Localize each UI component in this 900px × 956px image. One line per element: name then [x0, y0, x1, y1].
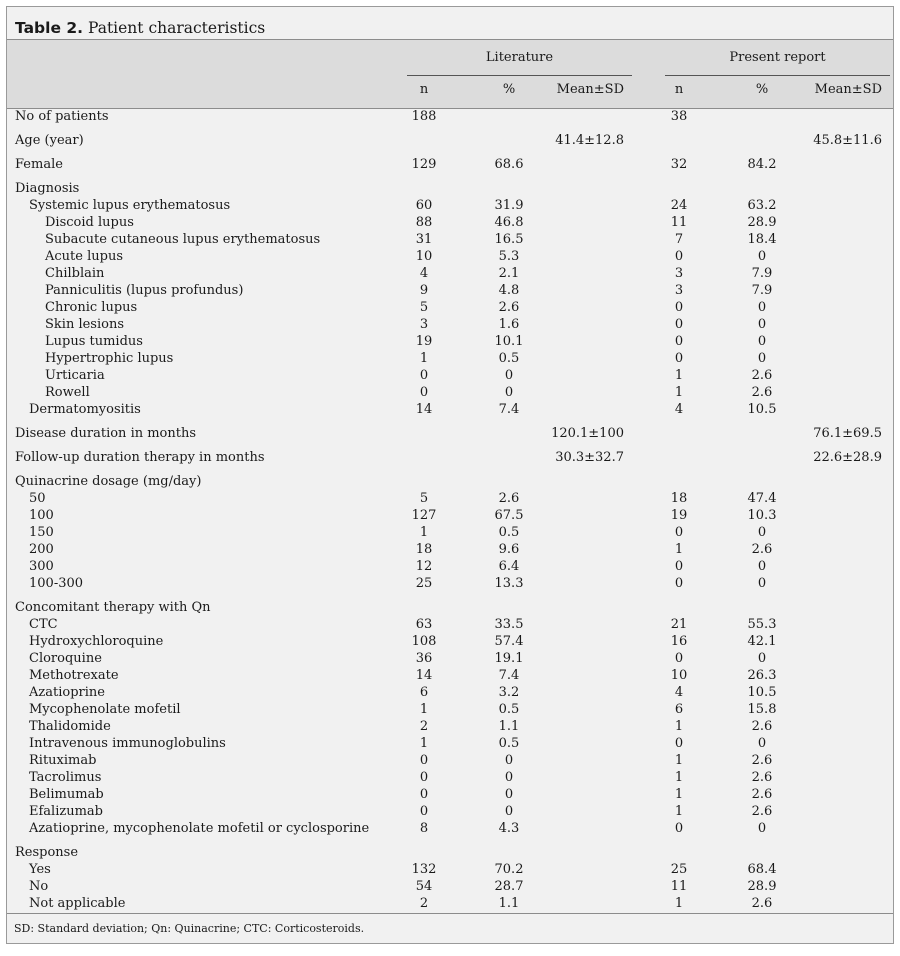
cell-percent-present: 0 — [757, 300, 767, 315]
cell-n-present: 25 — [670, 862, 688, 877]
cell-n-literature: 63 — [415, 617, 433, 632]
cell-n-present: 3 — [674, 266, 684, 281]
row-label: CTC — [29, 617, 58, 632]
row-label: Subacute cutaneous lupus erythematosus — [45, 232, 321, 247]
cell-percent-present: 55.3 — [747, 617, 777, 632]
cell-n-present: 0 — [674, 559, 684, 574]
row-label: Diagnosis — [15, 181, 80, 196]
cell-percent-present: 68.4 — [747, 862, 777, 877]
cell-n-literature: 18 — [415, 542, 433, 557]
cell-n-literature: 0 — [419, 770, 429, 785]
cell-percent-literature: 4.8 — [498, 283, 520, 298]
row-label: Follow-up duration therapy in months — [15, 450, 265, 465]
row-label: 150 — [29, 525, 54, 540]
group-header-present-report: Present report — [665, 50, 890, 76]
cell-percent-present: 2.6 — [751, 368, 773, 383]
row-label: Disease duration in months — [15, 426, 197, 441]
cell-n-present: 6 — [674, 702, 684, 717]
table-row — [7, 197, 893, 214]
cell-mean-sd-literature: 120.1±100 — [551, 426, 624, 441]
col-header-percent-literature: % — [502, 82, 516, 97]
cell-n-present: 1 — [674, 368, 684, 383]
row-label: Not applicable — [29, 896, 126, 911]
cell-percent-literature: 19.1 — [494, 651, 524, 666]
cell-n-literature: 129 — [411, 157, 437, 172]
cell-n-literature: 188 — [411, 109, 437, 124]
table-row — [7, 861, 893, 878]
cell-mean-sd-literature: 41.4±12.8 — [555, 133, 624, 148]
table-row — [7, 180, 893, 197]
cell-percent-literature: 31.9 — [494, 198, 524, 213]
row-label: 300 — [29, 559, 54, 574]
cell-n-literature: 54 — [415, 879, 433, 894]
cell-percent-literature: 13.3 — [494, 576, 524, 591]
row-label: Efalizumab — [29, 804, 103, 819]
cell-percent-present: 2.6 — [751, 385, 773, 400]
table-row — [7, 507, 893, 524]
col-header-n-present: n — [674, 82, 684, 97]
cell-percent-literature: 6.4 — [498, 559, 520, 574]
cell-n-literature: 2 — [419, 719, 429, 734]
table-row — [7, 599, 893, 616]
cell-n-literature: 12 — [415, 559, 433, 574]
cell-percent-literature: 10.1 — [494, 334, 524, 349]
cell-n-literature: 4 — [419, 266, 429, 281]
cell-percent-literature: 3.2 — [498, 685, 520, 700]
table-row — [7, 895, 893, 912]
row-label: Intravenous immunoglobulins — [29, 736, 226, 751]
table-row — [7, 316, 893, 333]
cell-percent-present: 26.3 — [747, 668, 777, 683]
table-row — [7, 384, 893, 401]
cell-percent-literature: 0 — [504, 753, 514, 768]
cell-percent-literature: 0 — [504, 804, 514, 819]
table-row — [7, 667, 893, 684]
cell-percent-literature: 57.4 — [494, 634, 524, 649]
cell-n-present: 38 — [670, 109, 688, 124]
row-label: Female — [15, 157, 63, 172]
table-row — [7, 820, 893, 837]
table-row — [7, 616, 893, 633]
cell-percent-present: 0 — [757, 576, 767, 591]
cell-n-present: 24 — [670, 198, 688, 213]
cell-percent-literature: 16.5 — [494, 232, 524, 247]
row-label: Hydroxychloroquine — [29, 634, 164, 649]
cell-n-literature: 0 — [419, 753, 429, 768]
cell-mean-sd-present: 76.1±69.5 — [813, 426, 882, 441]
table-title: Patient characteristics — [87, 19, 266, 37]
cell-n-literature: 2 — [419, 896, 429, 911]
cell-percent-present: 0 — [757, 736, 767, 751]
table-row — [7, 473, 893, 490]
cell-n-literature: 1 — [419, 351, 429, 366]
table-row — [7, 425, 893, 442]
cell-percent-literature: 0.5 — [498, 736, 520, 751]
row-label: Rowell — [45, 385, 90, 400]
cell-n-present: 4 — [674, 402, 684, 417]
cell-percent-present: 2.6 — [751, 719, 773, 734]
table-header — [7, 39, 893, 109]
cell-percent-literature: 70.2 — [494, 862, 524, 877]
table-row — [7, 524, 893, 541]
cell-n-literature: 10 — [415, 249, 433, 264]
row-label: Yes — [29, 862, 51, 877]
cell-percent-present: 10.5 — [747, 685, 777, 700]
row-label: Lupus tumidus — [45, 334, 143, 349]
cell-n-present: 1 — [674, 719, 684, 734]
cell-percent-literature: 2.1 — [498, 266, 520, 281]
row-label: Skin lesions — [45, 317, 124, 332]
table-row — [7, 752, 893, 769]
cell-n-literature: 8 — [419, 821, 429, 836]
cell-n-literature: 88 — [415, 215, 433, 230]
cell-percent-present: 10.3 — [747, 508, 777, 523]
table-row — [7, 558, 893, 575]
cell-n-present: 1 — [674, 385, 684, 400]
cell-percent-literature: 2.6 — [498, 491, 520, 506]
cell-percent-present: 2.6 — [751, 804, 773, 819]
table-row — [7, 333, 893, 350]
row-label: Belimumab — [29, 787, 104, 802]
cell-percent-literature: 9.6 — [498, 542, 520, 557]
cell-percent-present: 2.6 — [751, 542, 773, 557]
cell-percent-literature: 46.8 — [494, 215, 524, 230]
table-row — [7, 449, 893, 466]
cell-n-literature: 5 — [419, 300, 429, 315]
col-header-n-literature: n — [419, 82, 429, 97]
cell-n-present: 0 — [674, 525, 684, 540]
cell-n-present: 0 — [674, 317, 684, 332]
group-header-literature: Literature — [407, 50, 632, 76]
cell-percent-present: 2.6 — [751, 770, 773, 785]
cell-percent-present: 0 — [757, 317, 767, 332]
cell-percent-present: 0 — [757, 525, 767, 540]
table-row — [7, 401, 893, 418]
cell-n-literature: 1 — [419, 525, 429, 540]
cell-percent-present: 15.8 — [747, 702, 777, 717]
cell-n-literature: 108 — [411, 634, 437, 649]
cell-percent-literature: 0 — [504, 368, 514, 383]
cell-percent-literature: 68.6 — [494, 157, 524, 172]
cell-percent-present: 0 — [757, 559, 767, 574]
table-row — [7, 108, 893, 125]
cell-n-present: 10 — [670, 668, 688, 683]
row-label: Chilblain — [45, 266, 105, 281]
cell-n-present: 1 — [674, 770, 684, 785]
cell-n-literature: 31 — [415, 232, 433, 247]
cell-n-present: 11 — [670, 879, 688, 894]
cell-n-present: 18 — [670, 491, 688, 506]
row-label: Chronic lupus — [45, 300, 138, 315]
cell-n-present: 0 — [674, 351, 684, 366]
row-label: Thalidomide — [29, 719, 111, 734]
cell-n-literature: 14 — [415, 402, 433, 417]
cell-percent-present: 18.4 — [747, 232, 777, 247]
cell-percent-literature: 5.3 — [498, 249, 520, 264]
cell-percent-literature: 0.5 — [498, 351, 520, 366]
table-row — [7, 541, 893, 558]
table-row — [7, 248, 893, 265]
row-label: Systemic lupus erythematosus — [29, 198, 231, 213]
cell-mean-sd-literature: 30.3±32.7 — [555, 450, 624, 465]
cell-n-literature: 19 — [415, 334, 433, 349]
table-row — [7, 156, 893, 173]
table-row — [7, 214, 893, 231]
cell-mean-sd-present: 22.6±28.9 — [813, 450, 882, 465]
row-label: Urticaria — [45, 368, 105, 383]
table-row — [7, 650, 893, 667]
table-row — [7, 490, 893, 507]
cell-percent-literature: 0 — [504, 385, 514, 400]
table-page — [6, 6, 894, 944]
row-label: Quinacrine dosage (mg/day) — [15, 474, 202, 489]
cell-n-present: 0 — [674, 576, 684, 591]
cell-n-literature: 132 — [411, 862, 437, 877]
cell-n-present: 0 — [674, 821, 684, 836]
cell-n-present: 0 — [674, 736, 684, 751]
cell-percent-present: 28.9 — [747, 879, 777, 894]
table-row — [7, 132, 893, 149]
cell-percent-present: 84.2 — [747, 157, 777, 172]
row-label: 50 — [29, 491, 46, 506]
cell-n-present: 11 — [670, 215, 688, 230]
table-bottom-rule — [7, 913, 893, 914]
row-label: Azatioprine — [29, 685, 105, 700]
cell-percent-present: 10.5 — [747, 402, 777, 417]
table-footnote: SD: Standard deviation; Qn: Quinacrine; CTC: Corticosteroids. — [14, 922, 365, 935]
cell-percent-present: 47.4 — [747, 491, 777, 506]
table-row — [7, 803, 893, 820]
cell-percent-present: 42.1 — [747, 634, 777, 649]
cell-n-present: 1 — [674, 896, 684, 911]
table-row — [7, 786, 893, 803]
cell-percent-present: 7.9 — [751, 266, 773, 281]
col-header-mean-sd-present: Mean±SD — [814, 82, 882, 97]
cell-percent-literature: 2.6 — [498, 300, 520, 315]
cell-percent-present: 2.6 — [751, 787, 773, 802]
cell-n-literature: 0 — [419, 385, 429, 400]
cell-n-literature: 0 — [419, 804, 429, 819]
row-label: Hypertrophic lupus — [45, 351, 174, 366]
cell-percent-literature: 0.5 — [498, 525, 520, 540]
cell-percent-present: 0 — [757, 249, 767, 264]
row-label: 200 — [29, 542, 54, 557]
cell-n-literature: 3 — [419, 317, 429, 332]
row-label: Azatioprine, mycophenolate mofetil or cyclosporine — [29, 821, 370, 836]
table-row — [7, 299, 893, 316]
cell-mean-sd-present: 45.8±11.6 — [813, 133, 882, 148]
table-row — [7, 350, 893, 367]
cell-n-present: 1 — [674, 804, 684, 819]
table-row — [7, 769, 893, 786]
row-label: Cloroquine — [29, 651, 102, 666]
cell-n-literature: 0 — [419, 787, 429, 802]
cell-percent-literature: 1.6 — [498, 317, 520, 332]
cell-percent-present: 7.9 — [751, 283, 773, 298]
cell-n-literature: 6 — [419, 685, 429, 700]
cell-n-present: 1 — [674, 787, 684, 802]
cell-n-present: 0 — [674, 249, 684, 264]
cell-n-literature: 0 — [419, 368, 429, 383]
cell-percent-literature: 28.7 — [494, 879, 524, 894]
row-label: Concomitant therapy with Qn — [15, 600, 211, 615]
cell-n-literature: 9 — [419, 283, 429, 298]
cell-n-present: 3 — [674, 283, 684, 298]
cell-n-present: 0 — [674, 300, 684, 315]
cell-percent-literature: 0 — [504, 787, 514, 802]
row-label: Tacrolimus — [29, 770, 102, 785]
row-label: 100 — [29, 508, 54, 523]
cell-n-present: 4 — [674, 685, 684, 700]
cell-percent-literature: 0.5 — [498, 702, 520, 717]
row-label: Methotrexate — [29, 668, 119, 683]
table-row — [7, 231, 893, 248]
cell-n-literature: 1 — [419, 736, 429, 751]
cell-n-present: 0 — [674, 651, 684, 666]
cell-n-present: 16 — [670, 634, 688, 649]
cell-n-present: 21 — [670, 617, 688, 632]
cell-n-literature: 25 — [415, 576, 433, 591]
cell-percent-present: 0 — [757, 351, 767, 366]
cell-n-present: 19 — [670, 508, 688, 523]
cell-percent-present: 0 — [757, 821, 767, 836]
cell-n-literature: 14 — [415, 668, 433, 683]
row-label: 100-300 — [29, 576, 84, 591]
table-row — [7, 575, 893, 592]
table-row — [7, 718, 893, 735]
cell-percent-present: 2.6 — [751, 753, 773, 768]
cell-n-present: 1 — [674, 753, 684, 768]
cell-percent-literature: 7.4 — [498, 402, 520, 417]
cell-percent-literature: 1.1 — [498, 719, 520, 734]
cell-n-literature: 1 — [419, 702, 429, 717]
cell-n-literature: 36 — [415, 651, 433, 666]
cell-n-present: 0 — [674, 334, 684, 349]
cell-percent-present: 63.2 — [747, 198, 777, 213]
cell-percent-present: 0 — [757, 651, 767, 666]
cell-n-present: 32 — [670, 157, 688, 172]
table-row — [7, 684, 893, 701]
table-row — [7, 878, 893, 895]
cell-percent-literature: 4.3 — [498, 821, 520, 836]
table-row — [7, 844, 893, 861]
table-row — [7, 633, 893, 650]
row-label: Age (year) — [15, 133, 84, 148]
table-row — [7, 265, 893, 282]
col-header-percent-present: % — [755, 82, 769, 97]
table-caption — [15, 19, 265, 37]
table-row — [7, 735, 893, 752]
cell-percent-literature: 1.1 — [498, 896, 520, 911]
col-header-mean-sd-literature: Mean±SD — [556, 82, 624, 97]
row-label: No of patients — [15, 109, 109, 124]
cell-percent-present: 0 — [757, 334, 767, 349]
table-row — [7, 367, 893, 384]
row-label: Dermatomyositis — [29, 402, 141, 417]
cell-n-present: 7 — [674, 232, 684, 247]
cell-n-present: 1 — [674, 542, 684, 557]
table-row — [7, 282, 893, 299]
table-number: Table 2. — [15, 19, 84, 37]
cell-n-literature: 5 — [419, 491, 429, 506]
table-row — [7, 701, 893, 718]
row-label: No — [29, 879, 49, 894]
cell-percent-literature: 67.5 — [494, 508, 524, 523]
row-label: Rituximab — [29, 753, 97, 768]
cell-n-literature: 60 — [415, 198, 433, 213]
row-label: Response — [15, 845, 79, 860]
cell-n-literature: 127 — [411, 508, 437, 523]
row-label: Panniculitis (lupus profundus) — [45, 283, 244, 298]
cell-percent-literature: 0 — [504, 770, 514, 785]
row-label: Acute lupus — [45, 249, 123, 264]
table-body — [7, 108, 893, 912]
cell-percent-present: 2.6 — [751, 896, 773, 911]
row-label: Mycophenolate mofetil — [29, 702, 181, 717]
row-label: Discoid lupus — [45, 215, 134, 230]
cell-percent-present: 28.9 — [747, 215, 777, 230]
cell-percent-literature: 33.5 — [494, 617, 524, 632]
cell-percent-literature: 7.4 — [498, 668, 520, 683]
